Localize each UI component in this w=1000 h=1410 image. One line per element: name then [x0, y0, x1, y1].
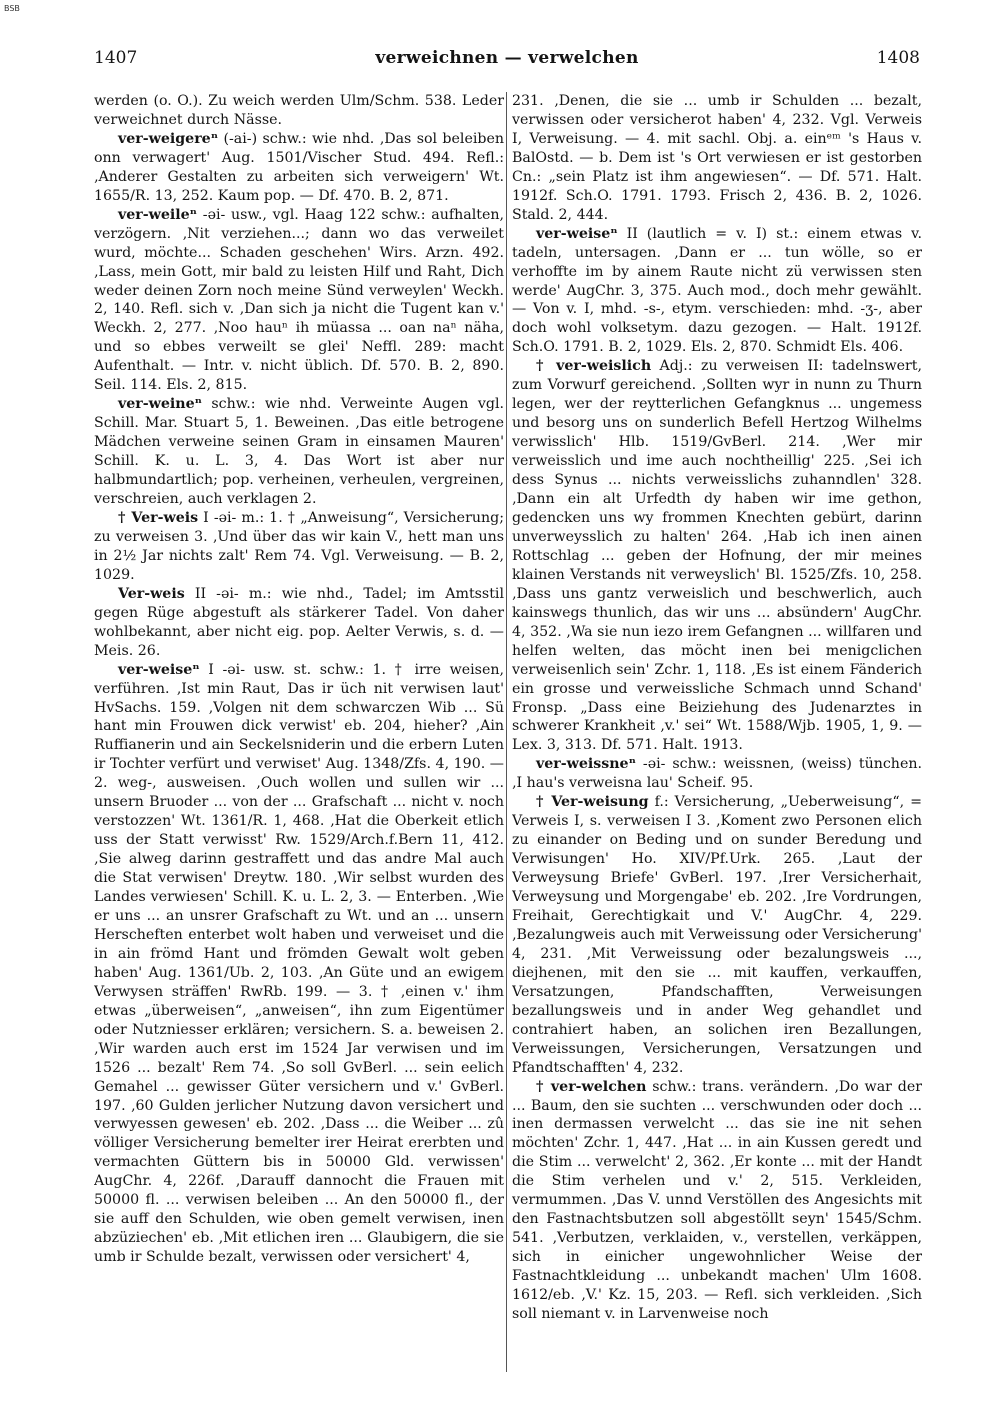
dictionary-entry: werden (o. O.). Zu weich werden Ulm/Schm. 538. Leder verweichnet durch Nässe. [94, 93, 504, 128]
dictionary-entry: † ver-weislich Adj.: zu verweisen II: tadelnswert, zum Vorwurf gereichend. ‚Sollten wyr in nunn zu Thurn legen, wer der reytterlichen Gefangknus ... ungemess und besorg uns on sunderlich Befell Hertzog Wilhelms verwisslich' Hlb. 1519/GvBerl. 214. ‚Wer mir verweisslich und ime auch nochtheillig' 225. ‚Sei ich dess Synus ... nichts verweisslichs zuhanndlen' 328. ‚Dann ein alt Urfedth dy haben wir ime gethon, gedencken uns wy frommen Knechten gebürt, darinn unverweysslich zu halten' 264. ‚Hab ich inen ainen Rottschlag ... geben der Hofnung, der mir meines klainen Verstands nit verweyslich' Bl. 1525/Zfs. 10, 258. ‚Dass uns gantz verweislich und beschwerlich, auch kainswegs thunlich, das wir uns ... absündern' AugChr. 4, 352. ‚Wa sie nun iezo irem Gefangnen ... willfaren und helfen welten, das möcht inen bei menigclichen verweisenlich sein' Zchr. 1, 118. ‚Es ist einem Fänderich ein grosse und verweissliche Schmach unnd Schand' Fronsp. „Dass eine Beiziehung des Judenarztes in schwerer Krankheit ‚v.' sei“ Wt. 1588/Wjb. 1905, 1, 9. — Lex. 3, 313. Df. 571. Halt. 1913. [512, 358, 922, 754]
dictionary-entry: ver-weissneⁿ -əi- schw.: weissnen, (weiss) tünchen. ‚I hau's verweisna lau' Scheif. 95. [512, 756, 922, 792]
dictionary-entry: ver-weiseⁿ I -əi- usw. st. schw.: 1. † irre weisen, verführen. ‚Ist min Raut, Das ir üch nit verwisen laut' HvSachs. 159. ‚Volgen nit dem schwarczen Wib ... Sü hant min Frouwen dick verwist' eb. 204, hieher? ‚Ain Ruffianerin und ain Seckelsniderin und die erbern Luten ir Tochter verfürt und verwiset' Aug. 1348/Zfs. 4, 190. — 2. weg-, ausweisen. ‚Ouch wollen und sullen wir ... unsern Bruoder ... von der ... Grafschaft ... nicht v. noch verstozzen' Wt. 1361/R. 1, 468. ‚Hat die Oberkeit etlich uss der Statt verwisst' Rw. 1529/Arch.f.Bern 11, 412. ‚Sie alweg darinn gestraffett und das andre Mal auch die Stat verwisen' Dreytw. 180. ‚Wir selbst wurden des Landes verwiesen' Schill. K. u. L. 2, 3. — Enterben. ‚Wie er uns ... an unsrer Grafschaft zu Wt. und an ... unsern Herscheften enterbet wolt haben und verweiset und die in ain frömd Hant und frömden Gewalt wolt geben haben' Aug. 1361/Ub. 2, 103. ‚An Güte und an ewigem Verwysen sträffen' RwRb. 199. — 3. † ‚einen v.' ihm etwas „überweisen“, „anweisen“, ihn zum Eigentümer oder Nutzniesser erklären; versichern. S. a. beweisen 2. ‚Wir warden auch erst im 1524 Jar verwisen und im 1526 ... bezalt' Rem 74. ‚So soll GvBerl. ... sein eelich Gemahel ... gewisser Güter versichern und v.' GvBerl. 197. ‚60 Gulden jerlicher Nutzung davon versichert und verwyessen gewesen' eb. 202. ‚Dass ... die Weiber ... zû völliger Versicherung bemelter irer Heirat ererbten und vermachten Güttern bis in 50000 Gld. verwissen' AugChr. 4, 226f. ‚Darauff dannocht die Frauen mit 50000 fl. ... verwisen beleiben ... An den 50000 fl., der sie auff den Schulden, wie oben gemelt verwisen, inen abzüziechen' eb. ‚Mit etlichen iren ... Glaubigern, die sie umb ir Schulde bezalt, verwissen oder versichert' 4, [94, 661, 504, 1266]
dictionary-entry: † ver-welchen schw.: trans. verändern. ‚Do war der ... Baum, den sie suchten ... verschwunden oder doch ... inen dermassen verwelcht ... das sie ine nit sehen möchten' Zchr. 1, 447. ‚Hat ... in ain Kussen geredt und die Stim ... verwelcht' 2, 362. ‚Er konte ... mit der Handt die Stim verhelen und v.' 2, 515. Verkleiden, vermummen. ‚Das V. unnd Verstöllen des Angesichts mit den Fastnachtsbutzen soll abgestöllt seyn' 1545/Schm. 541. ‚Verbutzen, verklaiden, v., verstellen, verkäppen, sich in einicher ungewohnlicher Weise der Fastnachtkleidung ... unbekandt machen' Ulm 1608. 1612/eb. ‚V.' Kz. 15, 203. — Refl. sich verkleiden. ‚Sich soll niemant v. in Larvenweise noch [512, 1078, 922, 1322]
entry-headword: † ver-weislich [536, 358, 652, 375]
entry-headword: ver-weiseⁿ [536, 225, 618, 242]
dictionary-entry: 231. ‚Denen, die sie ... umb ir Schulden ... bezalt, verwissen oder versicherot haben' 4, 232. Vgl. Verweis I, Verweisung. — 4. mit sachl. Obj. a. einᵉᵐ 's Haus v. BalOstd. — b. Dem ist 's Ort verwiesen er ist gestorben Cn.: „sein Platz ist ihm angewiesen“. — Df. 571. Halt. 1912f. Sch.O. 1791. 1793. Frisch 2, 436. B. 2, 1026. Stald. 2, 444. [512, 93, 922, 223]
column-divider [506, 92, 507, 1372]
entry-headword: ver-weigereⁿ [118, 130, 219, 147]
entry-headword: ver-weileⁿ [118, 206, 198, 223]
dictionary-entry: ver-weileⁿ -əi- usw., vgl. Haag 122 schw.: aufhalten, verzögern. ‚Nit verziehen...; dann wo das verweilet wurd, möchte... Schaden geschehen' Wirs. Arzn. 492. ‚Lass, mein Gott, mir bald zu leisten Hilf und Raht, Dich weder deinen Zorn noch meine Sünd verweylen' Weckh. 2, 140. Refl. sich v. ‚Dan sich ja nicht die Tugent kan v.' Weckh. 2, 277. ‚Noo hauⁿ ih müassa ... oan naⁿ näha, und so ebbes verweilt se glei' Neffl. 289: macht Aufenthalt. — Intr. v. nicht üblich. Df. 570. B. 2, 890. Seil. 114. Els. 2, 815. [94, 206, 504, 394]
dictionary-entry: ver-weiseⁿ II (lautlich = v. I) st.: einem etwas v. tadeln, untersagen. ‚Dann er ... tun wölle, so er verhoffte im by ainem Raute nicht zü verwissen sten werde' AugChr. 3, 375. Auch mod., doch mehr gewählt. — Von v. I, mhd. -s-, etym. verschieden: mhd. -ʒ-, aber doch wohl volksetym. dazu gezogen. — Halt. 1912f. Sch.O. 1791. B. 2, 1029. Els. 2, 870. Schmidt Els. 406. [512, 225, 922, 356]
entry-headword: ver-weiseⁿ [118, 661, 200, 678]
left-page-number: 1407 [94, 48, 138, 68]
page-header [94, 48, 920, 72]
entry-headword: Ver-weis [118, 585, 185, 602]
entry-headword: ver-weineⁿ [118, 396, 202, 413]
dictionary-entry: † Ver-weis I -əi- m.: 1. † „Anweisung“, Versicherung; zu verweisen 3. ‚Und über das wir kain V., hett man uns in 2½ Jar nichts zalt' Rem 74. Vgl. Verweisung. — B. 2, 1029. [94, 509, 504, 583]
dictionary-entry: † Ver-weisung f.: Versicherung, „Ueberweisung“, = Verweis I, s. verweisen I 3. ‚Koment zwo Personen elich zu einander on Beding und on sunder Beredung und Verwisungen' Ho. XIV/Pf.Urk. 265. ‚Laut der Verweysung Briefe' GvBerl. 197. ‚Irer Versicherhait, Verweysung und Morgengabe' eb. 202. ‚Ire Vordrungen, Freihait, Gerechtigkait und V.' AugChr. 4, 229. ‚Bezalungweis auch mit Verweissung oder Versicherung' 4, 231. ‚Mit Verweissung oder bezalungsweis ..., diejhenen, mit den sie ... mit kauffen, verkauffen, Versatzungen, Pfandschafften, Verweisungen bezallungsweis und in ander Weg gehandlet und contrahiert haben, an solichen iren Bezallungen, Verweissungen, Versicherungen, Versatzungen und Pfandtschafften' 4, 232. [512, 794, 922, 1076]
entry-headword: † Ver-weisung [536, 794, 649, 811]
dictionary-entry: ver-weineⁿ schw.: wie nhd. Verweinte Augen vgl. Schill. Mar. Stuart 5, 1. Beweinen. ‚Das eitle betrogene Mädchen verweine seinen Gram in einsamen Mauren' Schill. K. u. L. 3, 4. Das Wort ist aber nur halbmundartlich; pop. verheinen, verheulen, vergreinen, verschreien, auch verklagen 2. [94, 396, 504, 508]
dictionary-entry: ver-weigereⁿ (-ai-) schw.: wie nhd. ‚Das sol beleiben onn verwagert' Aug. 1501/Vischer Stud. 494. Refl.: ‚Anderer Gestalten zu arbeiten sich verweigern' Wt. 1655/R. 13, 252. Kaum pop. — Df. 470. B. 2, 871. [94, 130, 504, 204]
entry-headword: ver-weissneⁿ [536, 756, 636, 773]
right-column [512, 92, 922, 1382]
right-page-number: 1408 [876, 48, 920, 68]
running-title: verweichnen — verwelchen [375, 48, 639, 68]
left-column [94, 92, 504, 1382]
library-mark: BSB [4, 4, 20, 13]
dictionary-entry: Ver-weis II -əi- m.: wie nhd., Tadel; im Amtsstil gegen Rüge abgestuft als stärkerer Tadel. Von daher wohlbekannt, aber nicht eig. pop. Aelter Verwis, s. d. — Meis. 26. [94, 585, 504, 659]
entry-headword: † ver-welchen [536, 1078, 647, 1095]
entry-headword: † Ver-weis [118, 509, 199, 526]
